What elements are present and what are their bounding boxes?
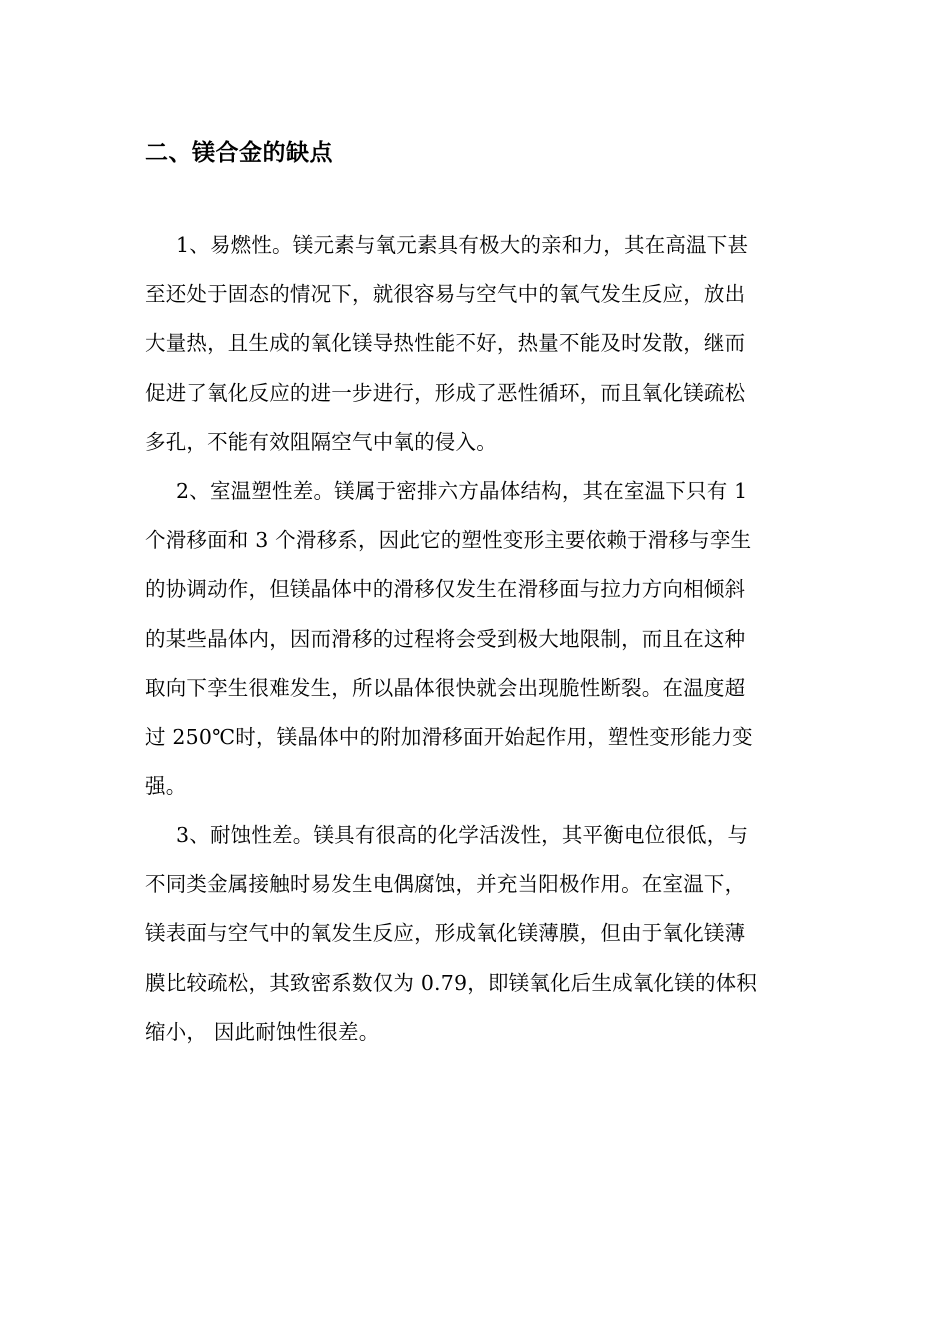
- paragraph-room-temperature-plasticity: [145, 467, 805, 811]
- paragraph-line: 促进了氧化反应的进一步进行，形成了恶性循环，而且氧化镁疏松: [145, 380, 746, 405]
- paragraph-line: 取向下孪生很难发生，所以晶体很快就会出现脆性断裂。在温度超: [145, 675, 746, 700]
- paragraph-line: 的协调动作，但镁晶体中的滑移仅发生在滑移面与拉力方向相倾斜: [145, 577, 746, 602]
- paragraph-line: 的某些晶体内，因而滑移的过程将会受到极大地限制，而且在这种: [145, 626, 746, 651]
- paragraph-line: 多孔，不能有效阻隔空气中氧的侵入。: [145, 429, 497, 454]
- paragraph-line: 镁表面与空气中的氧发生反应，形成氧化镁薄膜，但由于氧化镁薄: [145, 921, 746, 946]
- paragraph-line: 缩小， 因此耐蚀性很差。: [145, 1019, 380, 1044]
- paragraph-line: 过 250℃时，镁晶体中的附加滑移面开始起作用，塑性变形能力变: [145, 725, 753, 750]
- paragraph-line: 个滑移面和 3 个滑移系，因此它的塑性变形主要依赖于滑移与孪生: [145, 528, 752, 553]
- paragraph-line: 强。: [145, 774, 187, 799]
- section-heading: 二、镁合金的缺点: [145, 140, 333, 166]
- paragraph-line: 膜比较疏松，其致密系数仅为 0.79，即镁氧化后生成氧化镁的体积: [145, 970, 758, 995]
- paragraph-line: 1、易燃性。镁元素与氧元素具有极大的亲和力，其在高温下甚: [176, 233, 749, 257]
- paragraph-line: 至还处于固态的情况下，就很容易与空气中的氧气发生反应，放出: [145, 282, 746, 307]
- paragraph-line: 不同类金属接触时易发生电偶腐蚀，并充当阳极作用。在室温下，: [145, 872, 746, 897]
- paragraph-corrosion-resistance: [145, 811, 805, 1057]
- paragraph-flammability: [145, 221, 805, 467]
- paragraph-line: 3、耐蚀性差。镁具有很高的化学活泼性，其平衡电位很低，与: [176, 823, 749, 847]
- paragraph-line: 2、室温塑性差。镁属于密排六方晶体结构，其在室温下只有 1: [176, 479, 748, 503]
- paragraph-line: 大量热，且生成的氧化镁导热性能不好，热量不能及时发散，继而: [145, 331, 746, 356]
